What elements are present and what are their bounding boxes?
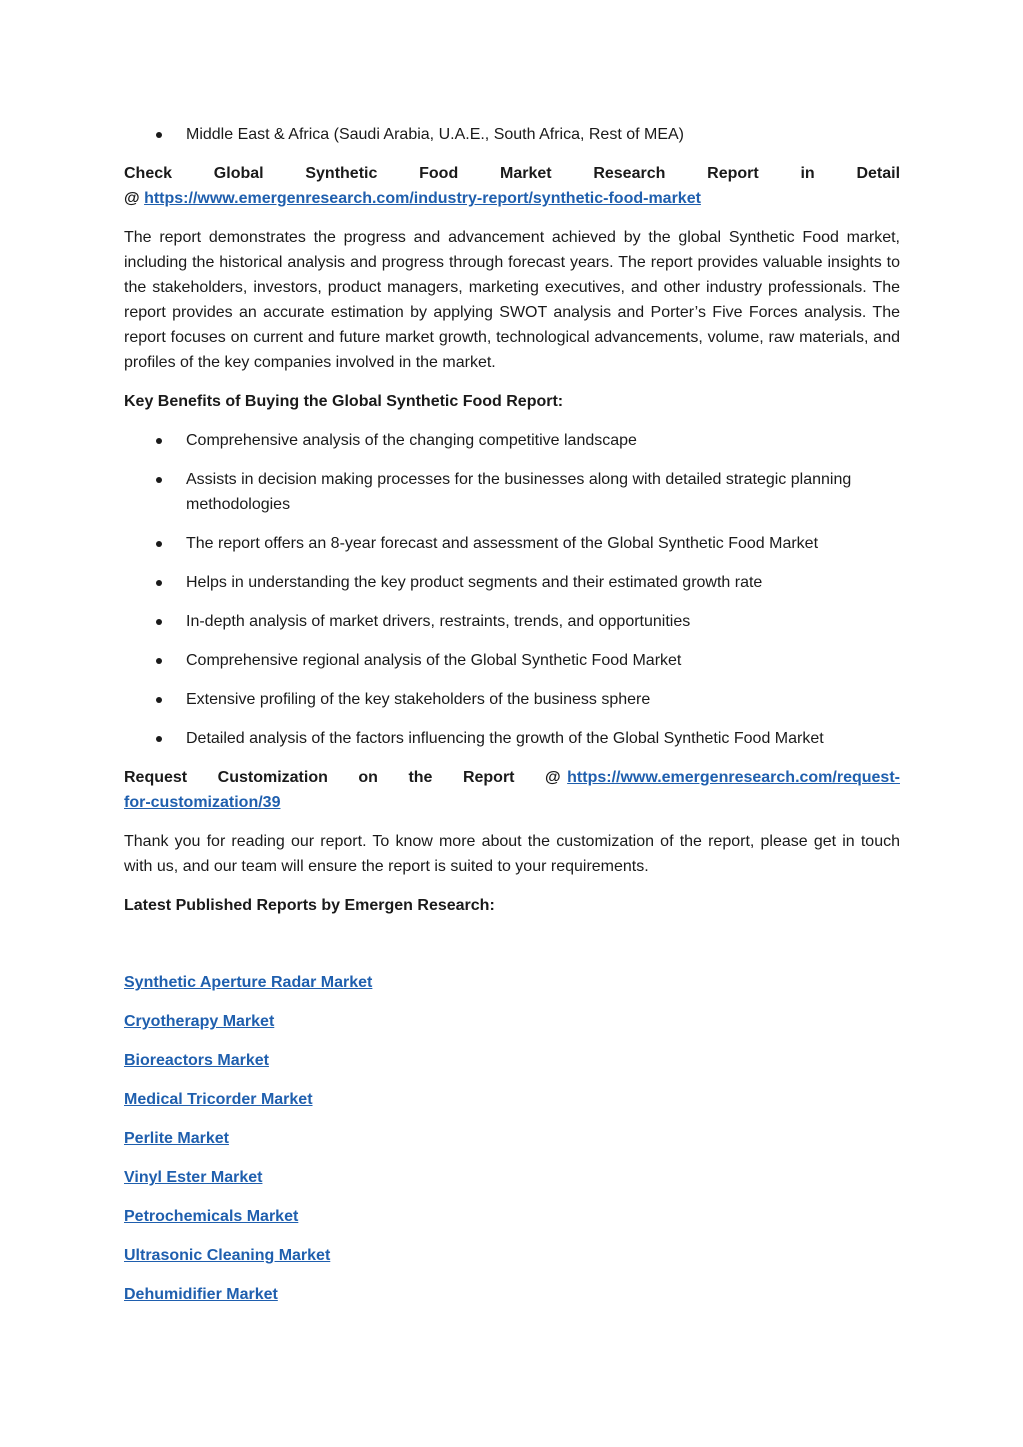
benefit-text: Detailed analysis of the factors influencing the growth of the Global Synthetic Food Market [186,730,824,747]
check-word: Synthetic [305,165,378,182]
report-link-item [124,970,900,995]
benefit-item [124,609,900,634]
benefit-item [124,531,900,556]
report-link-item [124,1282,900,1307]
benefit-text: In-depth analysis of market drivers, restraints, trends, and opportunities [186,613,691,630]
report-link-item [124,1165,900,1190]
benefits-list [124,428,900,751]
bullet-icon [156,736,162,742]
bullet-icon [156,541,162,547]
bullet-icon [156,697,162,703]
customization-label: Request Customization on the Report @ [124,769,561,786]
check-word: Report [707,165,759,182]
bullet-icon [156,132,162,138]
latest-reports-list [124,970,900,1307]
at-symbol: @ [124,190,140,207]
document-page [124,122,900,1321]
report-link[interactable]: Petrochemicals Market [124,1208,299,1225]
benefit-text: Assists in decision making processes for the businesses along with detailed strategic planning methodologies [186,471,852,513]
report-link[interactable]: Synthetic Aperture Radar Market [124,974,373,991]
benefit-item [124,428,900,453]
report-link-item [124,1243,900,1268]
check-word: Research [593,165,666,182]
benefit-text: Extensive profiling of the key stakeholders of the business sphere [186,691,651,708]
report-link[interactable]: Perlite Market [124,1130,229,1147]
report-link-item [124,1087,900,1112]
check-word: Global [213,165,264,182]
region-bullet-text: Middle East & Africa (Saudi Arabia, U.A.E., South Africa, Rest of MEA) [186,126,684,143]
latest-reports-heading: Latest Published Reports by Emergen Research: [124,897,495,914]
benefit-text: Comprehensive analysis of the changing competitive landscape [186,432,637,449]
report-link[interactable]: Cryotherapy Market [124,1013,275,1030]
report-link[interactable]: Vinyl Ester Market [124,1169,263,1186]
benefit-item [124,687,900,712]
customization-link[interactable]: https://www.emergenresearch.com/request-for-customization/39 [124,769,900,811]
customization-paragraph [124,765,900,815]
thanks-paragraph: Thank you for reading our report. To know more about the customization of the report, please get in touch with us, and our team will ensure the report is suited to your requirements. [124,833,900,875]
report-link[interactable]: Ultrasonic Cleaning Market [124,1247,331,1264]
check-detail-heading [124,161,900,186]
check-detail-paragraph [124,161,900,211]
report-link[interactable]: Bioreactors Market [124,1052,269,1069]
region-bullet-list [124,122,900,147]
check-word: in [800,165,815,182]
bullet-icon [156,477,162,483]
report-link-item [124,1009,900,1034]
region-bullet-item [124,122,900,147]
bullet-icon [156,619,162,625]
report-link-item [124,1126,900,1151]
report-link-item [124,1204,900,1229]
check-word: Food [419,165,459,182]
benefit-text: The report offers an 8-year forecast and assessment of the Global Synthetic Food Market [186,535,819,552]
check-word: Market [499,165,552,182]
report-link[interactable]: Dehumidifier Market [124,1286,278,1303]
benefit-item [124,648,900,673]
report-detail-link[interactable]: https://www.emergenresearch.com/industry-report/synthetic-food-market [144,190,701,207]
benefit-item [124,726,900,751]
report-link-item [124,1048,900,1073]
benefit-text: Helps in understanding the key product segments and their estimated growth rate [186,574,763,591]
bullet-icon [156,438,162,444]
benefit-text: Comprehensive regional analysis of the Global Synthetic Food Market [186,652,682,669]
benefit-item [124,467,900,517]
check-word: Detail [856,165,901,182]
spacer [124,932,900,970]
intro-paragraph: The report demonstrates the progress and advancement achieved by the global Synthetic Food market, including the historical analysis and progress through forecast years. The report provides valuable insights to the stakeholders, investors, product managers, marketing executives, and other industry professionals. The report provides an accurate estimation by applying SWOT analysis and Porter’s Five Forces analysis. The report focuses on current and future market growth, technological advancements, volume, raw materials, and profiles of the key companies involved in the market. [124,229,900,371]
check-word: Check [124,165,173,182]
benefits-heading: Key Benefits of Buying the Global Synthetic Food Report: [124,393,564,410]
bullet-icon [156,658,162,664]
benefit-item [124,570,900,595]
report-link[interactable]: Medical Tricorder Market [124,1091,313,1108]
bullet-icon [156,580,162,586]
